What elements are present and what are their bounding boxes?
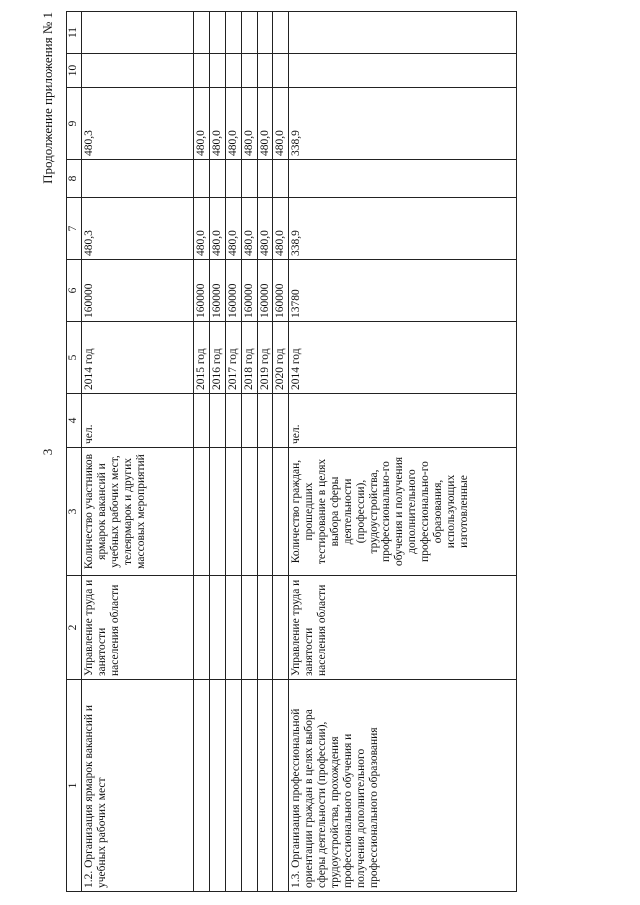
value-col9: 480,0: [225, 88, 241, 160]
value-col6: 160000: [82, 260, 194, 322]
column-number: 10: [67, 54, 82, 88]
table-row: [82, 12, 194, 892]
indicator-name: Количество граждан, прошедших тестирование в целях выбора сферы деятельности (профессии), трудоустройства, профессионально-го обучения и получения дополнительного профессионально-го образования, использующих изготовленные: [289, 448, 517, 576]
column-number: 6: [67, 260, 82, 322]
indicator-name: Количество участников ярмарок вакансий и учебных рабочих мест, телеярмарок и других массовых мероприятий: [82, 448, 194, 576]
column-number: 2: [67, 576, 82, 680]
table-row: [241, 12, 257, 892]
unit: чел.: [289, 394, 517, 448]
value-col7: 480,0: [225, 198, 241, 260]
value-col6: 160000: [209, 260, 225, 322]
value-col9: 480,3: [82, 88, 194, 160]
value-col7: 480,0: [273, 198, 289, 260]
executor: Управление труда и занятости населения области: [82, 576, 194, 680]
value-col6: 160000: [273, 260, 289, 322]
activity-name: 1.2. Организация ярмарок вакансий и учебных рабочих мест: [82, 680, 194, 892]
table-row: [225, 12, 241, 892]
year: 2018 год: [241, 322, 257, 394]
value-col7: 480,0: [257, 198, 273, 260]
program-table: [66, 11, 517, 892]
table-row: [209, 12, 225, 892]
year: 2020 год: [273, 322, 289, 394]
value-col7: 480,0: [209, 198, 225, 260]
table-row: [289, 12, 517, 892]
value-col9: 480,0: [194, 88, 210, 160]
column-number: 8: [67, 160, 82, 198]
value-col9: 338,9: [289, 88, 517, 160]
table-row: [257, 12, 273, 892]
value-col9: 480,0: [209, 88, 225, 160]
value-col6: 160000: [194, 260, 210, 322]
year: 2016 год: [209, 322, 225, 394]
column-number: 11: [67, 12, 82, 54]
value-col6: 160000: [241, 260, 257, 322]
year: 2017 год: [225, 322, 241, 394]
value-col6: 160000: [225, 260, 241, 322]
year: 2014 год: [289, 322, 517, 394]
year: 2019 год: [257, 322, 273, 394]
year: 2015 год: [194, 322, 210, 394]
value-col9: 480,0: [273, 88, 289, 160]
column-number: 5: [67, 322, 82, 394]
column-number-row: [67, 12, 82, 892]
continuation-label: Продолжение приложения № 1: [40, 12, 55, 184]
executor: Управление труда и занятости населения области: [289, 576, 517, 680]
value-col7: 480,3: [82, 198, 194, 260]
value-col7: 480,0: [241, 198, 257, 260]
table-row: [273, 12, 289, 892]
rotated-content: [40, 12, 600, 892]
year: 2014 год: [82, 322, 194, 394]
table-row: [194, 12, 210, 892]
column-number: 3: [67, 448, 82, 576]
value-col7: 480,0: [194, 198, 210, 260]
column-number: 7: [67, 198, 82, 260]
value-col6: 160000: [257, 260, 273, 322]
unit: чел.: [82, 394, 194, 448]
activity-name: 1.3. Организация профессиональной ориентации граждан в целях выбора сферы деятельности (профессии), трудоустройства, прохождения профессионального обучения и получения дополнительного профессионального образования: [289, 680, 517, 892]
value-col7: 338,9: [289, 198, 517, 260]
column-number: 4: [67, 394, 82, 448]
page-number: 3: [40, 448, 55, 456]
value-col9: 480,0: [257, 88, 273, 160]
value-col9: 480,0: [241, 88, 257, 160]
column-number: 1: [67, 680, 82, 892]
value-col6: 13780: [289, 260, 517, 322]
column-number: 9: [67, 88, 82, 160]
